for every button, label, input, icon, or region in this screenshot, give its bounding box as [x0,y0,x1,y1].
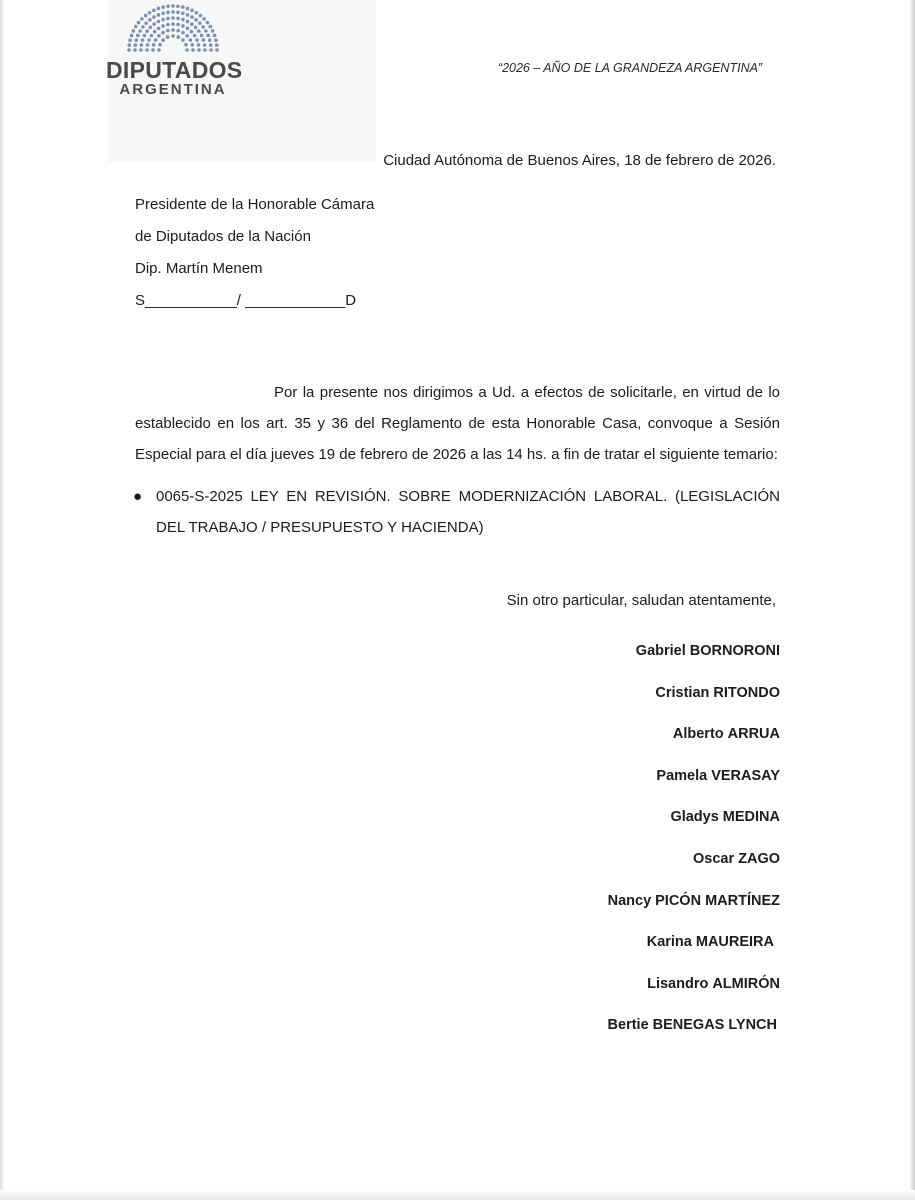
bullet-icon: ● [133,488,143,505]
page-edge-bottom [0,1190,915,1200]
logo-wordmark: DIPUTADOS [106,57,243,83]
signatory [420,764,780,806]
signatory-last-name: MAUREIRA [695,934,774,951]
signatory [420,972,780,1014]
signatory-last-name: BORNORONI [689,643,780,659]
signatory [420,681,780,723]
addressee-line: de Diputados de la Nación [135,228,311,245]
signatories-list [420,639,780,1055]
signatory-first-name: Alberto [672,726,724,743]
signatory [420,805,780,847]
signatory-last-name: MEDINA [722,809,780,826]
signatory-last-name: RITONDO [713,684,780,701]
signatory-last-name: BENEGAS LYNCH [652,1017,777,1034]
diputados-logo [106,0,243,104]
signatory-first-name: Karina [646,934,692,951]
signatory [420,1013,780,1055]
date-line: Ciudad Autónoma de Buenos Aires, 18 de febrero de 2026. [383,152,776,169]
signatory [420,930,780,972]
signatory-last-name: VERASAY [711,767,780,784]
year-motto: “2026 – AÑO DE LA GRANDEZA ARGENTINA” [497,61,763,75]
signatory-first-name: Nancy [607,892,652,909]
signatory [420,722,780,764]
signatory-first-name: Gladys [670,809,719,826]
signatory-first-name: Pamela [656,767,708,784]
signatory-first-name: Gabriel [635,643,686,659]
signatory-first-name: Bertie [607,1017,649,1034]
signatory-first-name: Oscar [692,850,735,867]
signatory [420,847,780,889]
signatory-first-name: Cristian [655,684,710,701]
signatory-last-name: PICÓN MARTÍNEZ [655,892,780,909]
agenda-item-text: 0065-S-2025 LEY EN REVISIÓN. SOBRE MODERNIZACIÓN LABORAL. (LEGISLACIÓN DEL TRABAJO / PRESUPUESTO Y HACIENDA) [156,488,780,536]
signatory-first-name: Lisandro [647,975,709,992]
signatory [420,889,780,931]
closing-line: Sin otro particular, saludan atentamente, [506,592,776,609]
page-edge-left [0,0,4,1200]
agenda-item [135,481,780,543]
signatory-last-name: ARRUA [727,726,780,743]
body-paragraph: Por la presente nos dirigimos a Ud. a efectos de solicitarle, en virtud de lo establecido en los art. 35 y 36 del Reglamento de esta Honorable Casa, convoque a Sesión Especial para el día jueves 19 de febrero de 2026 a las 14 hs. a fin de tratar el siguiente temario: [135,384,780,463]
signatory-last-name: ZAGO [738,850,780,867]
logo-country: ARGENTINA [119,81,227,98]
page-edge-right [909,0,915,1200]
addressee-line: Presidente de la Honorable Cámara [135,196,375,213]
signatory-last-name: ALMIRÓN [712,975,780,992]
chamber-seats-icon [118,0,228,52]
signatory [420,639,780,681]
addressee-salutation-line: S___________/ ____________D [135,292,357,309]
addressee-line: Dip. Martín Menem [135,260,263,277]
